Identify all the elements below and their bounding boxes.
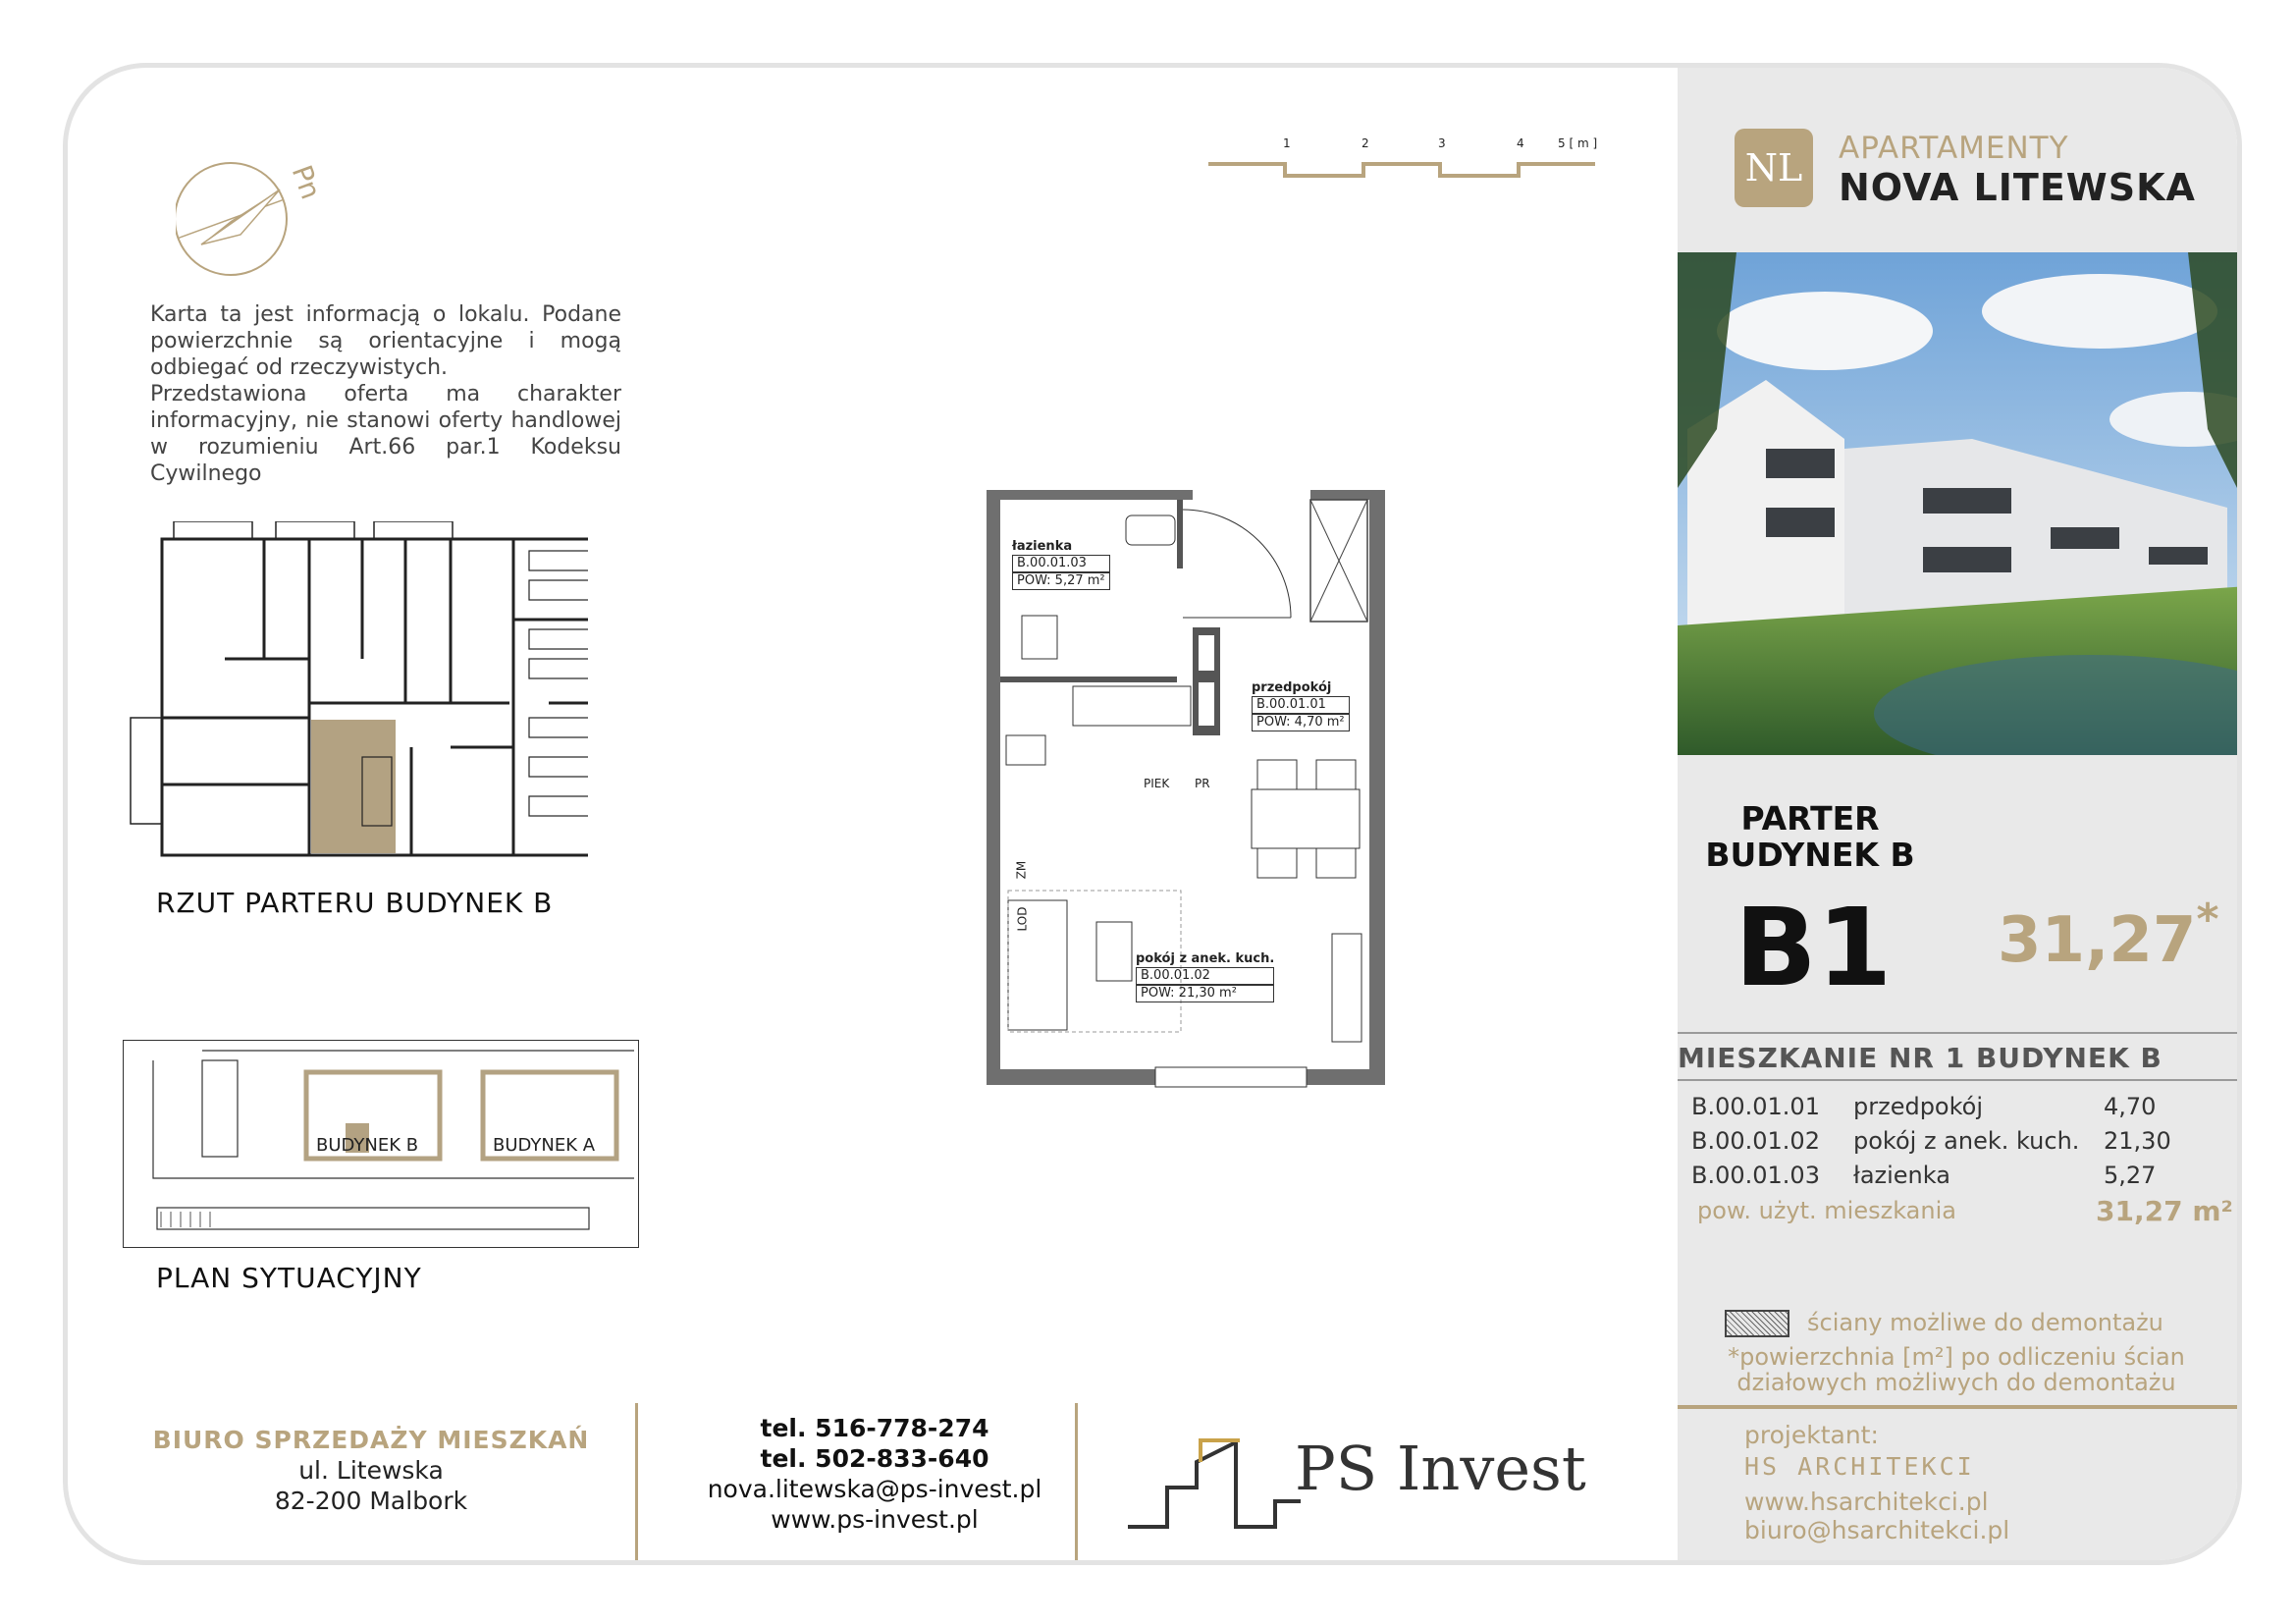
divider [1678,1079,2242,1081]
architect-label: projektant: [1744,1421,1879,1449]
oven-label: PIEK [1144,777,1170,790]
floor-label: PARTER [1740,799,1880,838]
unit-floor-plan [987,490,1389,1089]
unit-b1-highlight [311,720,396,853]
disclaimer-text-1: Karta ta jest informacją o lokalu. Podane powierzchnie są orientacyjne i mogą odbiegać od rzeczywistych. [150,302,621,380]
divider [1075,1403,1078,1564]
total-area-value: 31,27 m² [2096,1195,2233,1227]
contact-info [668,1413,1081,1535]
architect-email-link[interactable]: biuro@hsarchitekci.pl [1744,1516,2010,1544]
fridge-label: LOD [1015,906,1030,932]
sales-office [152,1425,590,1516]
total-area-label: pow. użyt. mieszkania [1697,1197,1956,1224]
brand-subtitle: APARTAMENTY [1839,131,2069,166]
divider [1678,1405,2242,1409]
brand-title: NOVA LITEWSKA [1839,166,2196,209]
sales-street: ul. Litewska [298,1456,444,1485]
apartment-heading: MIESZKANIE NR 1 BUDYNEK B [1678,1042,2163,1074]
table-row: B.00.01.02 pokój z anek. kuch. 21,30 [1691,1126,2171,1155]
scale-tick: 4 [1517,136,1524,150]
scale-tick: 3 [1438,136,1446,150]
building-b-label: BUDYNEK B [316,1135,419,1156]
site-plan-caption: PLAN SYTUACYJNY [156,1262,422,1294]
dishwasher-label: ZM [1014,860,1029,880]
disclaimer [150,301,621,487]
unit-number: B1 [1735,885,1893,1010]
divider [635,1403,638,1564]
room-label-bathroom: łazienka B.00.01.03 POW: 5,27 m² [1012,539,1110,590]
table-row: B.00.01.01 przedpokój 4,70 [1691,1092,2157,1120]
building-label: BUDYNEK B [1705,836,1915,874]
compass-label: Pn [285,160,328,204]
site-plan [123,1040,639,1248]
info-panel [1678,68,2242,1560]
room-label-hallway: przedpokój B.00.01.01 POW: 4,70 m² [1252,680,1350,731]
hatch-icon [1725,1310,1789,1337]
scale-tick: 5 [ m ] [1558,136,1598,150]
unit-location [1678,800,1943,873]
developer-name: PS Invest [1295,1433,1586,1504]
ground-floor-plan [117,521,588,865]
architect-name: HS ARCHITEKCI [1744,1452,1975,1481]
apartment-card [63,63,2242,1565]
ps-invest-logo-icon [1128,1433,1305,1541]
scale-tick: 2 [1362,136,1369,150]
sales-email-link[interactable]: nova.litewska@ps-invest.pl [707,1475,1042,1503]
building-a-label: BUDYNEK A [493,1135,596,1156]
phone-1[interactable]: tel. 516-778-274 [760,1414,989,1442]
architect-website-link[interactable]: www.hsarchitekci.pl [1744,1488,1989,1516]
unit-area: 31,27* [1998,894,2219,977]
brand-logo: NL [1735,129,1813,207]
legend-note: *powierzchnia [m²] po odliczeniu ścian działowych możliwych do demontażu [1728,1343,2185,1396]
legend-walls: ściany możliwe do demontażu [1725,1309,2163,1337]
table-row: B.00.01.03 łazienka 5,27 [1691,1161,2157,1189]
sales-office-title: BIURO SPRZEDAŻY MIESZKAŃ [152,1426,590,1454]
floor-plan-caption: RZUT PARTERU BUDYNEK B [156,887,554,919]
scale-bar [1206,125,1599,184]
disclaimer-text-2: Przedstawiona oferta ma charakter informacyjny, nie stanowi oferty handlowej w rozumieniu Art.66 par.1 Kodeksu Cywilnego [150,382,621,486]
architect-links [1744,1488,2009,1544]
phone-2[interactable]: tel. 502-833-640 [760,1444,989,1473]
sales-city: 82-200 Malbork [274,1487,468,1515]
divider [1678,1032,2242,1034]
washer-label: PR [1195,777,1210,790]
building-render-image [1678,252,2242,755]
room-table [1691,1089,2221,1192]
room-label-living: pokój z anek. kuch. B.00.01.02 POW: 21,30 m² [1136,951,1275,1001]
sales-website-link[interactable]: www.ps-invest.pl [771,1505,979,1534]
scale-tick: 1 [1283,136,1291,150]
